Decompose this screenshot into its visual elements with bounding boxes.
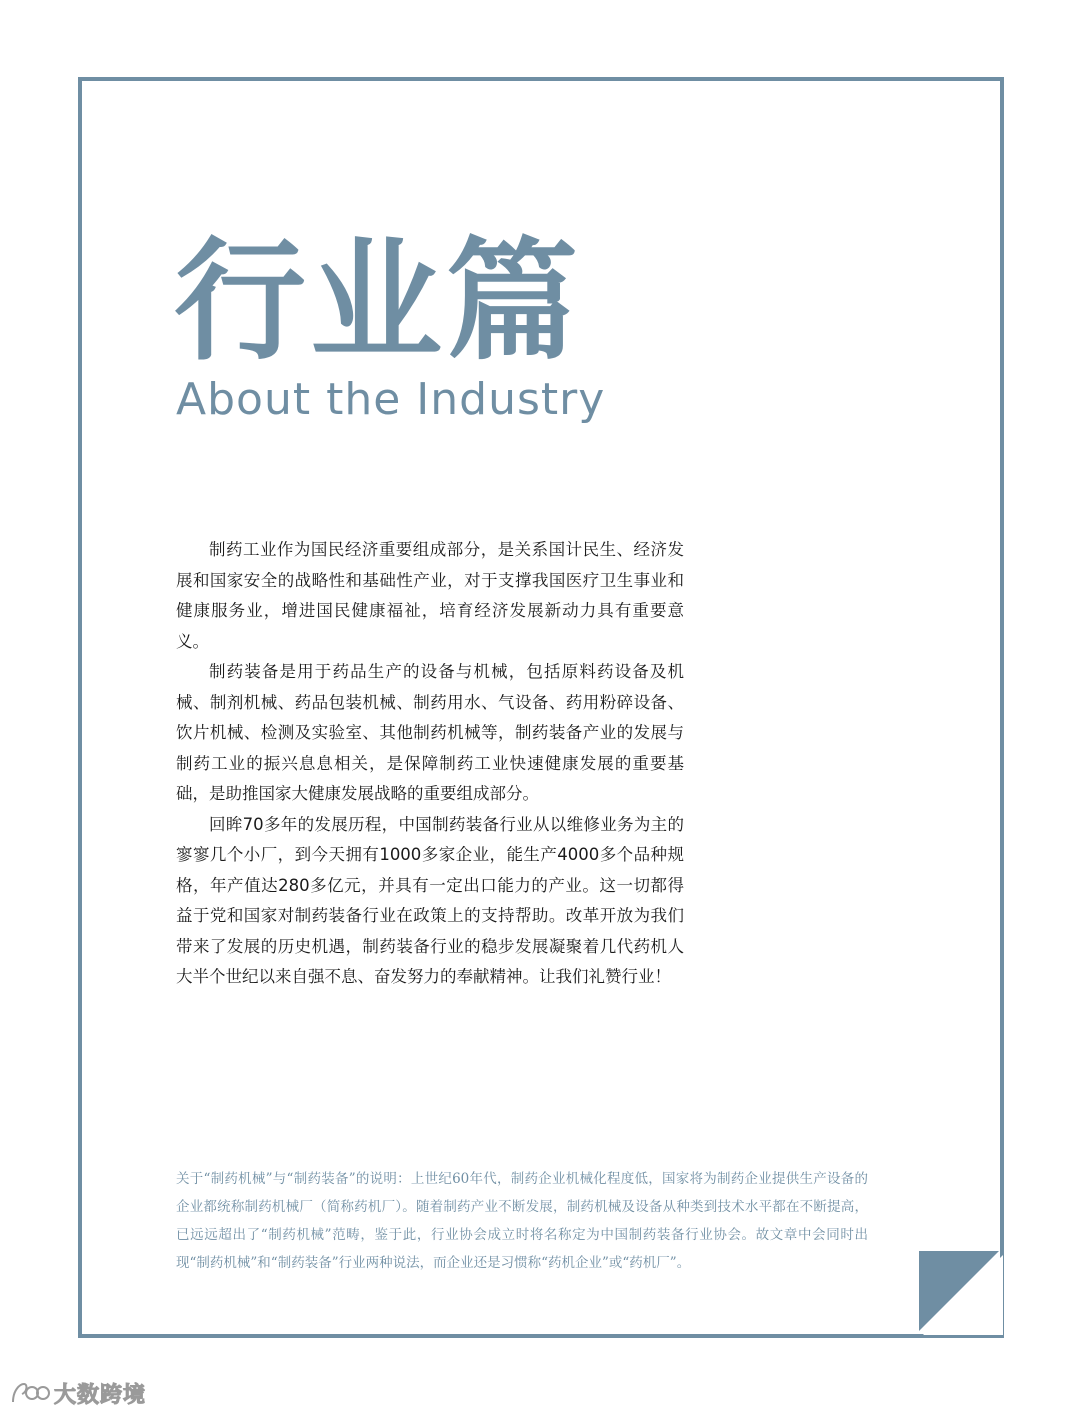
paragraph-2: 制药装备是用于药品生产的设备与机械，包括原料药设备及机械、制剂机械、药品包装机械、制药用水、气设备、药用粉碎设备、饮片机械、检测及实验室、其他制药机械等，制药装备产业的发展与制药工业的振兴息息相关，是保障制药工业快速健康发展的重要基础，是助推国家大健康发展战略的重要组成部分。 (176, 662, 684, 803)
paragraph-3: 回眸70多年的发展历程，中国制药装备行业从以维修业务为主的寥寥几个小厂，到今天拥有1000多家企业，能生产4000多个品种规格，年产值达280多亿元，并具有一定出口能力的产业。这一切都得益于党和国家对制药装备行业在政策上的支持帮助。改革开放为我们带来了发展的历史机遇，制药装备行业的稳步发展凝聚着几代药机人大半个世纪以来自强不息、奋发努力的奉献精神。让我们礼赞行业！ (176, 814, 684, 986)
corner-fold-decoration (919, 1251, 1003, 1335)
body-text (176, 535, 684, 993)
page-subtitle: About the Industry (176, 374, 606, 425)
paragraph-1: 制药工业作为国民经济重要组成部分，是关系国计民生、经济发展和国家安全的战略性和基础性产业，对于支撑我国医疗卫生事业和健康服务业，增进国民健康福祉，培育经济发展新动力具有重要意义。 (176, 540, 684, 651)
footnote: 关于“制药机械”与“制药装备”的说明：上世纪60年代，制药企业机械化程度低，国家将为制药企业提供生产设备的企业都统称制药机械厂（简称药机厂）。随着制药产业不断发展，制药机械及设备从种类到技术水平都在不断提高，已远远超出了“制药机械”范畴，鉴于此，行业协会成立时将名称定为中国制药装备行业协会。故文章中会同时出现“制药机械”和“制药装备”行业两种说法，而企业还是习惯称“药机企业”或“药机厂”。 (176, 1171, 868, 1271)
page-title: 行业篇 (174, 225, 582, 379)
watermark (10, 1378, 146, 1408)
brand-logo-icon (10, 1380, 50, 1406)
watermark-text: 大数跨境 (54, 1382, 147, 1408)
